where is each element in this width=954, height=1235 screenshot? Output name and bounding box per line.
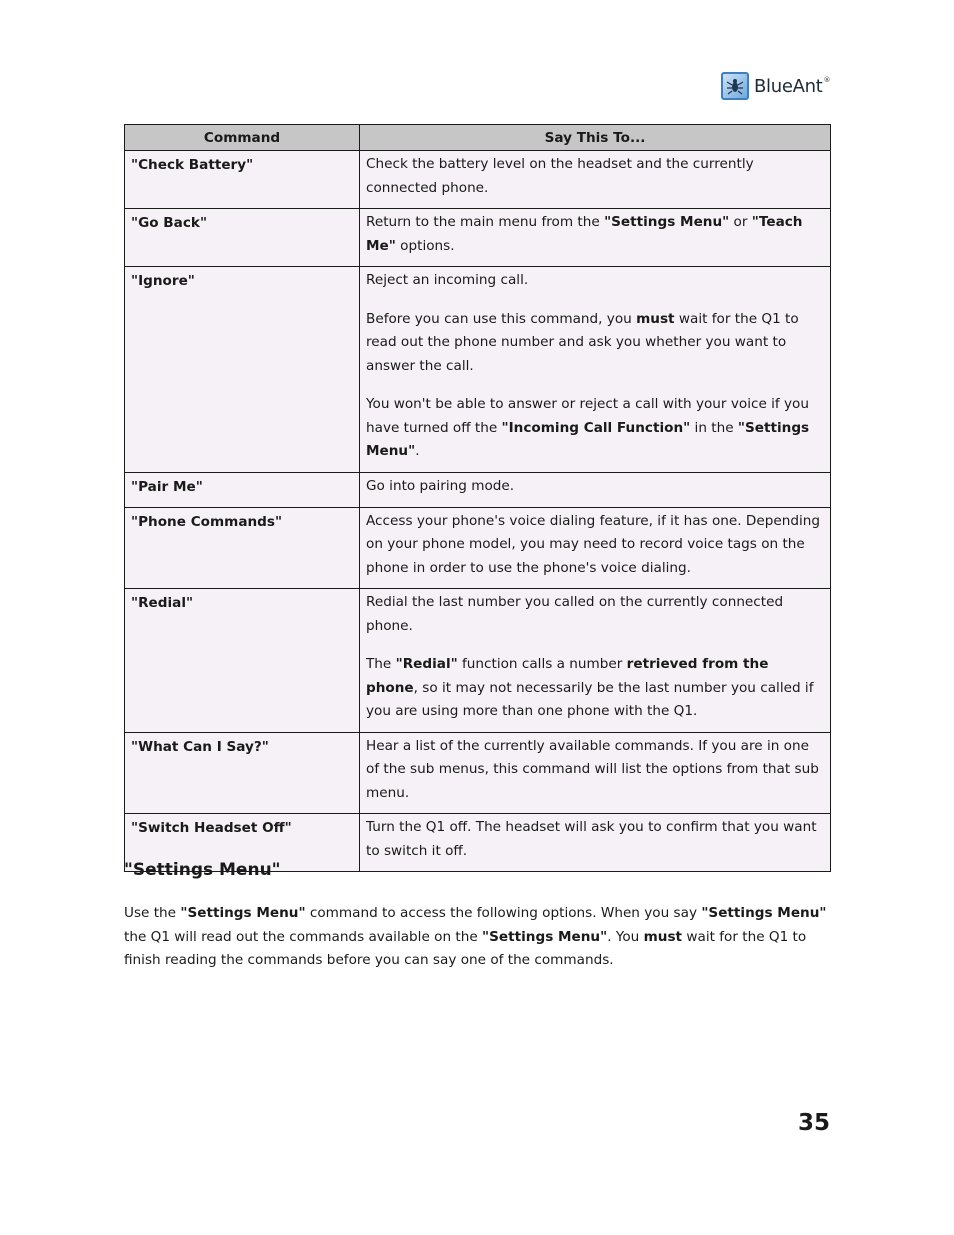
table-row [125, 589, 831, 733]
description-cell [360, 507, 831, 589]
bold-text: "Settings Menu" [701, 905, 827, 921]
text-run: function calls a number [457, 656, 627, 672]
text-run: wait for the Q1 to read out the phone number and ask you whether you want to answer the call. [366, 310, 799, 374]
description-paragraph [366, 211, 824, 258]
text-run: , so it may not necessarily be the last number you called if you are using more than one phone with the Q1. [366, 679, 814, 719]
text-run: Go into pairing mode. [366, 477, 515, 494]
bold-text: "Incoming Call Function" [501, 419, 691, 436]
section-heading: "Settings Menu" [124, 860, 281, 880]
command-cell: "Phone Commands" [125, 507, 360, 589]
text-run: Reject an incoming call. [366, 272, 529, 288]
command-cell: "Go Back" [125, 209, 360, 267]
bold-text: "Settings Menu" [180, 905, 306, 921]
text-run: command to access the following options. When you say [305, 905, 702, 921]
text-run: . You [607, 928, 644, 945]
text-run: Use the [124, 905, 181, 921]
column-header-command: Command [125, 125, 360, 151]
description-cell [360, 814, 831, 872]
text-run: in the [690, 419, 738, 436]
description-cell [360, 589, 831, 733]
description-paragraph [366, 735, 824, 806]
table-row [125, 732, 831, 814]
bold-text: "Redial" [395, 656, 458, 672]
table-header-row [125, 125, 831, 151]
text-run: Before you can use this command, you [366, 310, 637, 327]
bold-text: "Settings Menu" [604, 214, 730, 230]
commands-table [124, 124, 831, 872]
blueant-logo [721, 70, 830, 102]
text-run: Redial the last number you called on the currently connected phone. [366, 594, 784, 634]
column-header-say-this-to: Say This To... [360, 125, 831, 151]
text-run: Access your phone's voice dialing feature, if it has one. Depending on your phone model, you may need to record voice tags on the phone in order to use the phone's voice dialing. [366, 512, 820, 576]
text-run: wait for the Q1 to finish reading the commands before you can say one of the commands. [124, 928, 807, 968]
ant-icon [721, 72, 749, 100]
description-paragraph [366, 816, 824, 863]
command-cell: "Pair Me" [125, 472, 360, 507]
text-run: Turn the Q1 off. The headset will ask you to confirm that you want to switch it off. [366, 819, 817, 859]
command-cell: "Check Battery" [125, 151, 360, 209]
section-paragraph [124, 902, 830, 973]
description-paragraph [366, 393, 824, 464]
description-paragraph [366, 591, 824, 638]
text-run: the Q1 will read out the commands available on the [124, 928, 483, 945]
text-run: Return to the main menu from the [366, 214, 605, 230]
text-run: or [729, 214, 752, 230]
table-row [125, 151, 831, 209]
table-row [125, 507, 831, 589]
description-cell [360, 472, 831, 507]
bold-text: "Settings Menu" [482, 928, 608, 945]
logo-text: BlueAnt® [754, 75, 831, 97]
description-paragraph [366, 153, 824, 200]
page-number: 35 [797, 1110, 830, 1136]
bold-text: retrieved from the phone [366, 656, 769, 696]
text-run: The [366, 656, 396, 672]
command-cell: "Redial" [125, 589, 360, 733]
description-paragraph [366, 269, 824, 293]
description-cell [360, 267, 831, 473]
text-run: . [415, 443, 420, 459]
description-paragraph [366, 510, 824, 581]
bold-text: "Teach Me" [366, 214, 803, 254]
bold-text: must [643, 928, 683, 945]
command-cell: "Ignore" [125, 267, 360, 473]
description-paragraph [366, 308, 824, 379]
command-cell: "Switch Headset Off" [125, 814, 360, 872]
bold-text: must [636, 310, 675, 327]
description-paragraph [366, 475, 824, 499]
description-cell [360, 732, 831, 814]
table-row [125, 209, 831, 267]
description-cell [360, 151, 831, 209]
table-row [125, 472, 831, 507]
bold-text: "Settings Menu" [366, 419, 810, 459]
text-run: Hear a list of the currently available commands. If you are in one of the sub menus, this command will list the options from that sub menu. [366, 737, 819, 801]
description-cell [360, 209, 831, 267]
text-run: options. [395, 237, 455, 254]
command-cell: "What Can I Say?" [125, 732, 360, 814]
text-run: You won't be able to answer or reject a call with your voice if you have turned off the [366, 396, 809, 436]
table-row [125, 267, 831, 473]
text-run: Check the battery level on the headset and the currently connected phone. [366, 156, 754, 196]
description-paragraph [366, 653, 824, 724]
